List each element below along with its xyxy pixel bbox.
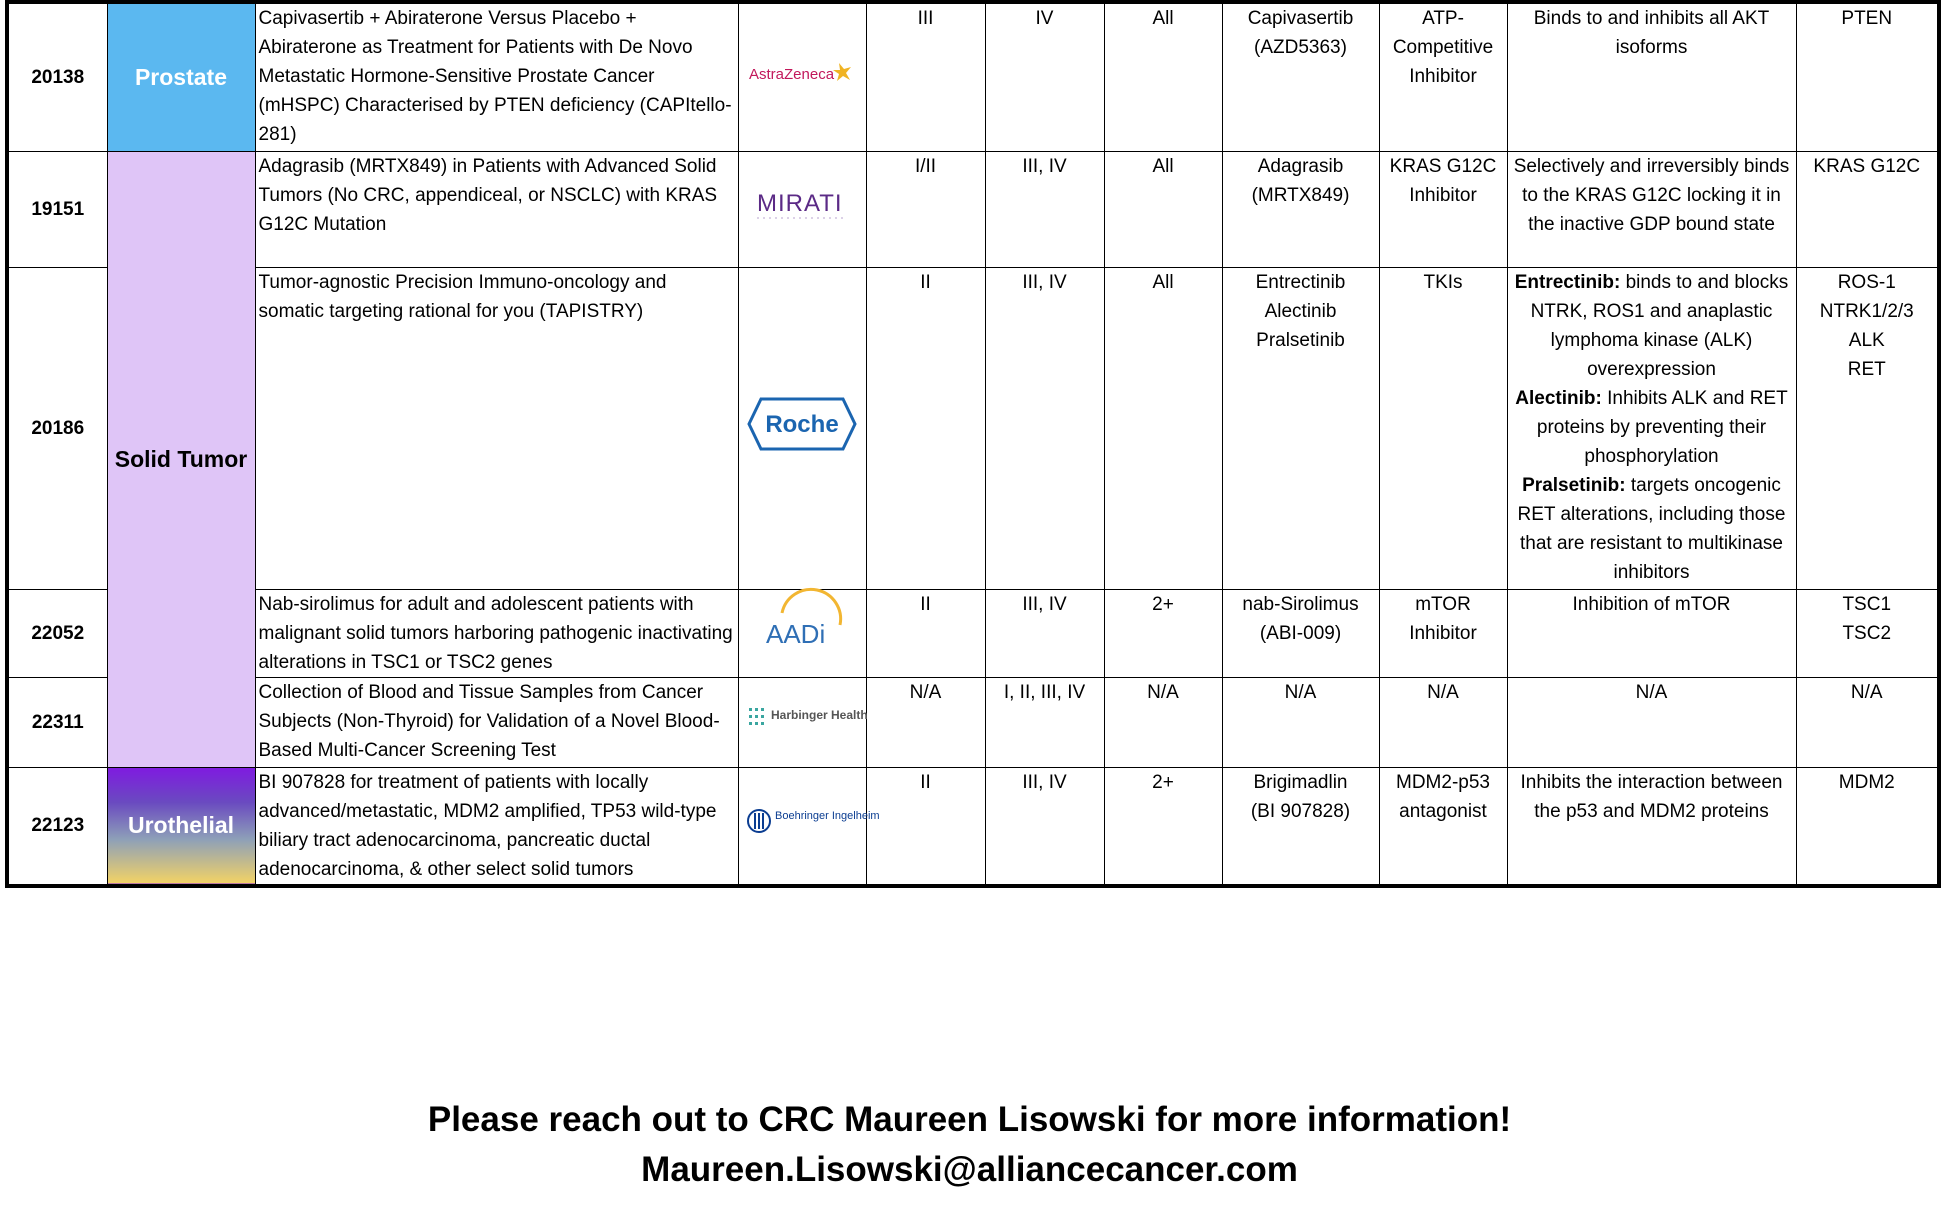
trial-title: Adagrasib (MRTX849) in Patients with Advanced Solid Tumors (No CRC, appendiceal, or NSCLC) with KRAS G12C Mutation	[255, 151, 738, 267]
mechanism-of-action: N/A	[1507, 677, 1796, 767]
drug-name: Adagrasib (MRTX849)	[1222, 151, 1379, 267]
moa-drug-text: binds to and blocks NTRK, ROS1 and anaplastic lymphoma kinase (ALK) overexpression	[1530, 271, 1789, 380]
table-row	[7, 677, 1939, 767]
stage: IV	[985, 2, 1104, 151]
target: KRAS G12C	[1796, 151, 1939, 267]
boehringer-wordmark: Boehringer Ingelheim	[775, 810, 880, 822]
sponsor-logo-mirati	[738, 151, 866, 267]
study-id: 20186	[7, 267, 107, 589]
harbinger-dots-icon	[749, 708, 764, 725]
harbinger-wordmark: Harbinger Health	[771, 707, 868, 722]
lines-of-therapy: All	[1104, 267, 1222, 589]
sponsor-logo-boehringer	[738, 767, 880, 886]
target: TSC1 TSC2	[1796, 589, 1939, 677]
drug-class: mTOR Inhibitor	[1379, 589, 1507, 677]
table-row	[7, 767, 1939, 886]
table-row	[7, 151, 1939, 267]
drug-class: KRAS G12C Inhibitor	[1379, 151, 1507, 267]
lines-of-therapy: All	[1104, 151, 1222, 267]
stage: III, IV	[985, 767, 1104, 886]
table-row	[7, 2, 1939, 151]
trial-title: Tumor-agnostic Precision Immuno-oncology and somatic targeting rational for you (TAPISTRY)	[255, 267, 738, 589]
phase: II	[866, 767, 985, 886]
sponsor-logo-roche	[738, 267, 866, 589]
mechanism-of-action: Binds to and inhibits all AKT isoforms	[1507, 2, 1796, 151]
drug-name: Brigimadlin (BI 907828)	[1222, 767, 1379, 886]
moa-drug-text: targets oncogenic RET alterations, including those that are resistant to multikinase inhibitors	[1517, 474, 1786, 583]
trials-table	[5, 0, 1941, 888]
drug-class: N/A	[1379, 677, 1507, 767]
drug-class: ATP- Competitive Inhibitor	[1379, 2, 1507, 151]
astrazeneca-wordmark: AstraZeneca	[749, 65, 835, 83]
target: N/A	[1796, 677, 1939, 767]
sponsor-logo-aadi	[738, 589, 866, 677]
lines-of-therapy: 2+	[1104, 589, 1222, 677]
stage: I, II, III, IV	[985, 677, 1104, 767]
phase: II	[866, 267, 985, 589]
trial-title: Collection of Blood and Tissue Samples from Cancer Subjects (Non-Thyroid) for Validation of a Novel Blood-Based Multi-Cancer Screening Test	[255, 677, 738, 767]
lines-of-therapy: N/A	[1104, 677, 1222, 767]
phase: III	[866, 2, 985, 151]
lines-of-therapy: 2+	[1104, 767, 1222, 886]
drug-class: TKIs	[1379, 267, 1507, 589]
trial-title: BI 907828 for treatment of patients with locally advanced/metastatic, MDM2 amplified, TP53 wild-type biliary tract adenocarcinoma, pancreatic ductal adenocarcinoma, & other select solid tumors	[255, 767, 738, 886]
study-id: 22052	[7, 589, 107, 677]
lines-of-therapy: All	[1104, 2, 1222, 151]
roche-wordmark: Roche	[765, 410, 839, 438]
mechanism-of-action	[1507, 267, 1796, 589]
table-row	[7, 267, 1939, 589]
mechanism-of-action: Inhibits the interaction between the p53 and MDM2 proteins	[1507, 767, 1796, 886]
phase: II	[866, 589, 985, 677]
mechanism-of-action: Selectively and irreversibly binds to the KRAS G12C locking it in the inactive GDP bound state	[1507, 151, 1796, 267]
study-id: 22311	[7, 677, 107, 767]
target: ROS-1 NTRK1/2/3 ALK RET	[1796, 267, 1939, 589]
mirati-wordmark: MIRATI	[757, 189, 843, 217]
target: PTEN	[1796, 2, 1939, 151]
stage: III, IV	[985, 151, 1104, 267]
stage: III, IV	[985, 267, 1104, 589]
cancer-type-prostate: Prostate	[107, 2, 255, 151]
study-id: 19151	[7, 151, 107, 267]
cancer-type-solid-tumor: Solid Tumor	[107, 151, 255, 767]
aadi-wordmark: AADi	[766, 618, 826, 649]
target: MDM2	[1796, 767, 1939, 886]
contact-email: Maureen.Lisowski@alliancecancer.com	[641, 1150, 1298, 1189]
sponsor-logo-astrazeneca	[738, 2, 866, 151]
phase: I/II	[866, 151, 985, 267]
study-id: 20138	[7, 2, 107, 151]
drug-class: MDM2-p53 antagonist	[1379, 767, 1507, 886]
drug-name: nab-Sirolimus (ABI-009)	[1222, 589, 1379, 677]
drug-name: Capivasertib (AZD5363)	[1222, 2, 1379, 151]
table-row	[7, 589, 1939, 677]
study-id: 22123	[7, 767, 107, 886]
cancer-type-urothelial: Urothelial	[107, 767, 255, 886]
stage: III, IV	[985, 589, 1104, 677]
contact-message: Please reach out to CRC Maureen Lisowski for more information!	[427, 1100, 1512, 1139]
astrazeneca-icon	[833, 63, 851, 81]
drug-name: Entrectinib Alectinib Pralsetinib	[1222, 267, 1379, 589]
phase: N/A	[866, 677, 985, 767]
trial-title: Nab-sirolimus for adult and adolescent patients with malignant solid tumors harboring pathogenic inactivating alterations in TSC1 or TSC2 genes	[255, 589, 738, 677]
moa-drug-label: Pralsetinib:	[1522, 474, 1626, 496]
boehringer-icon	[748, 810, 770, 832]
moa-drug-label: Alectinib:	[1515, 387, 1602, 409]
mechanism-of-action: Inhibition of mTOR	[1507, 589, 1796, 677]
sponsor-logo-harbinger	[738, 677, 866, 767]
drug-name: N/A	[1222, 677, 1379, 767]
trial-title: Capivasertib + Abiraterone Versus Placebo + Abiraterone as Treatment for Patients with De Novo Metastatic Hormone-Sensitive Prostate Cancer (mHSPC) Characterised by PTEN deficiency (CAPItello-281)	[255, 2, 738, 151]
moa-drug-label: Entrectinib:	[1514, 271, 1621, 293]
moa-drug-text: Inhibits ALK and RET proteins by preventing their phosphorylation	[1536, 387, 1788, 467]
